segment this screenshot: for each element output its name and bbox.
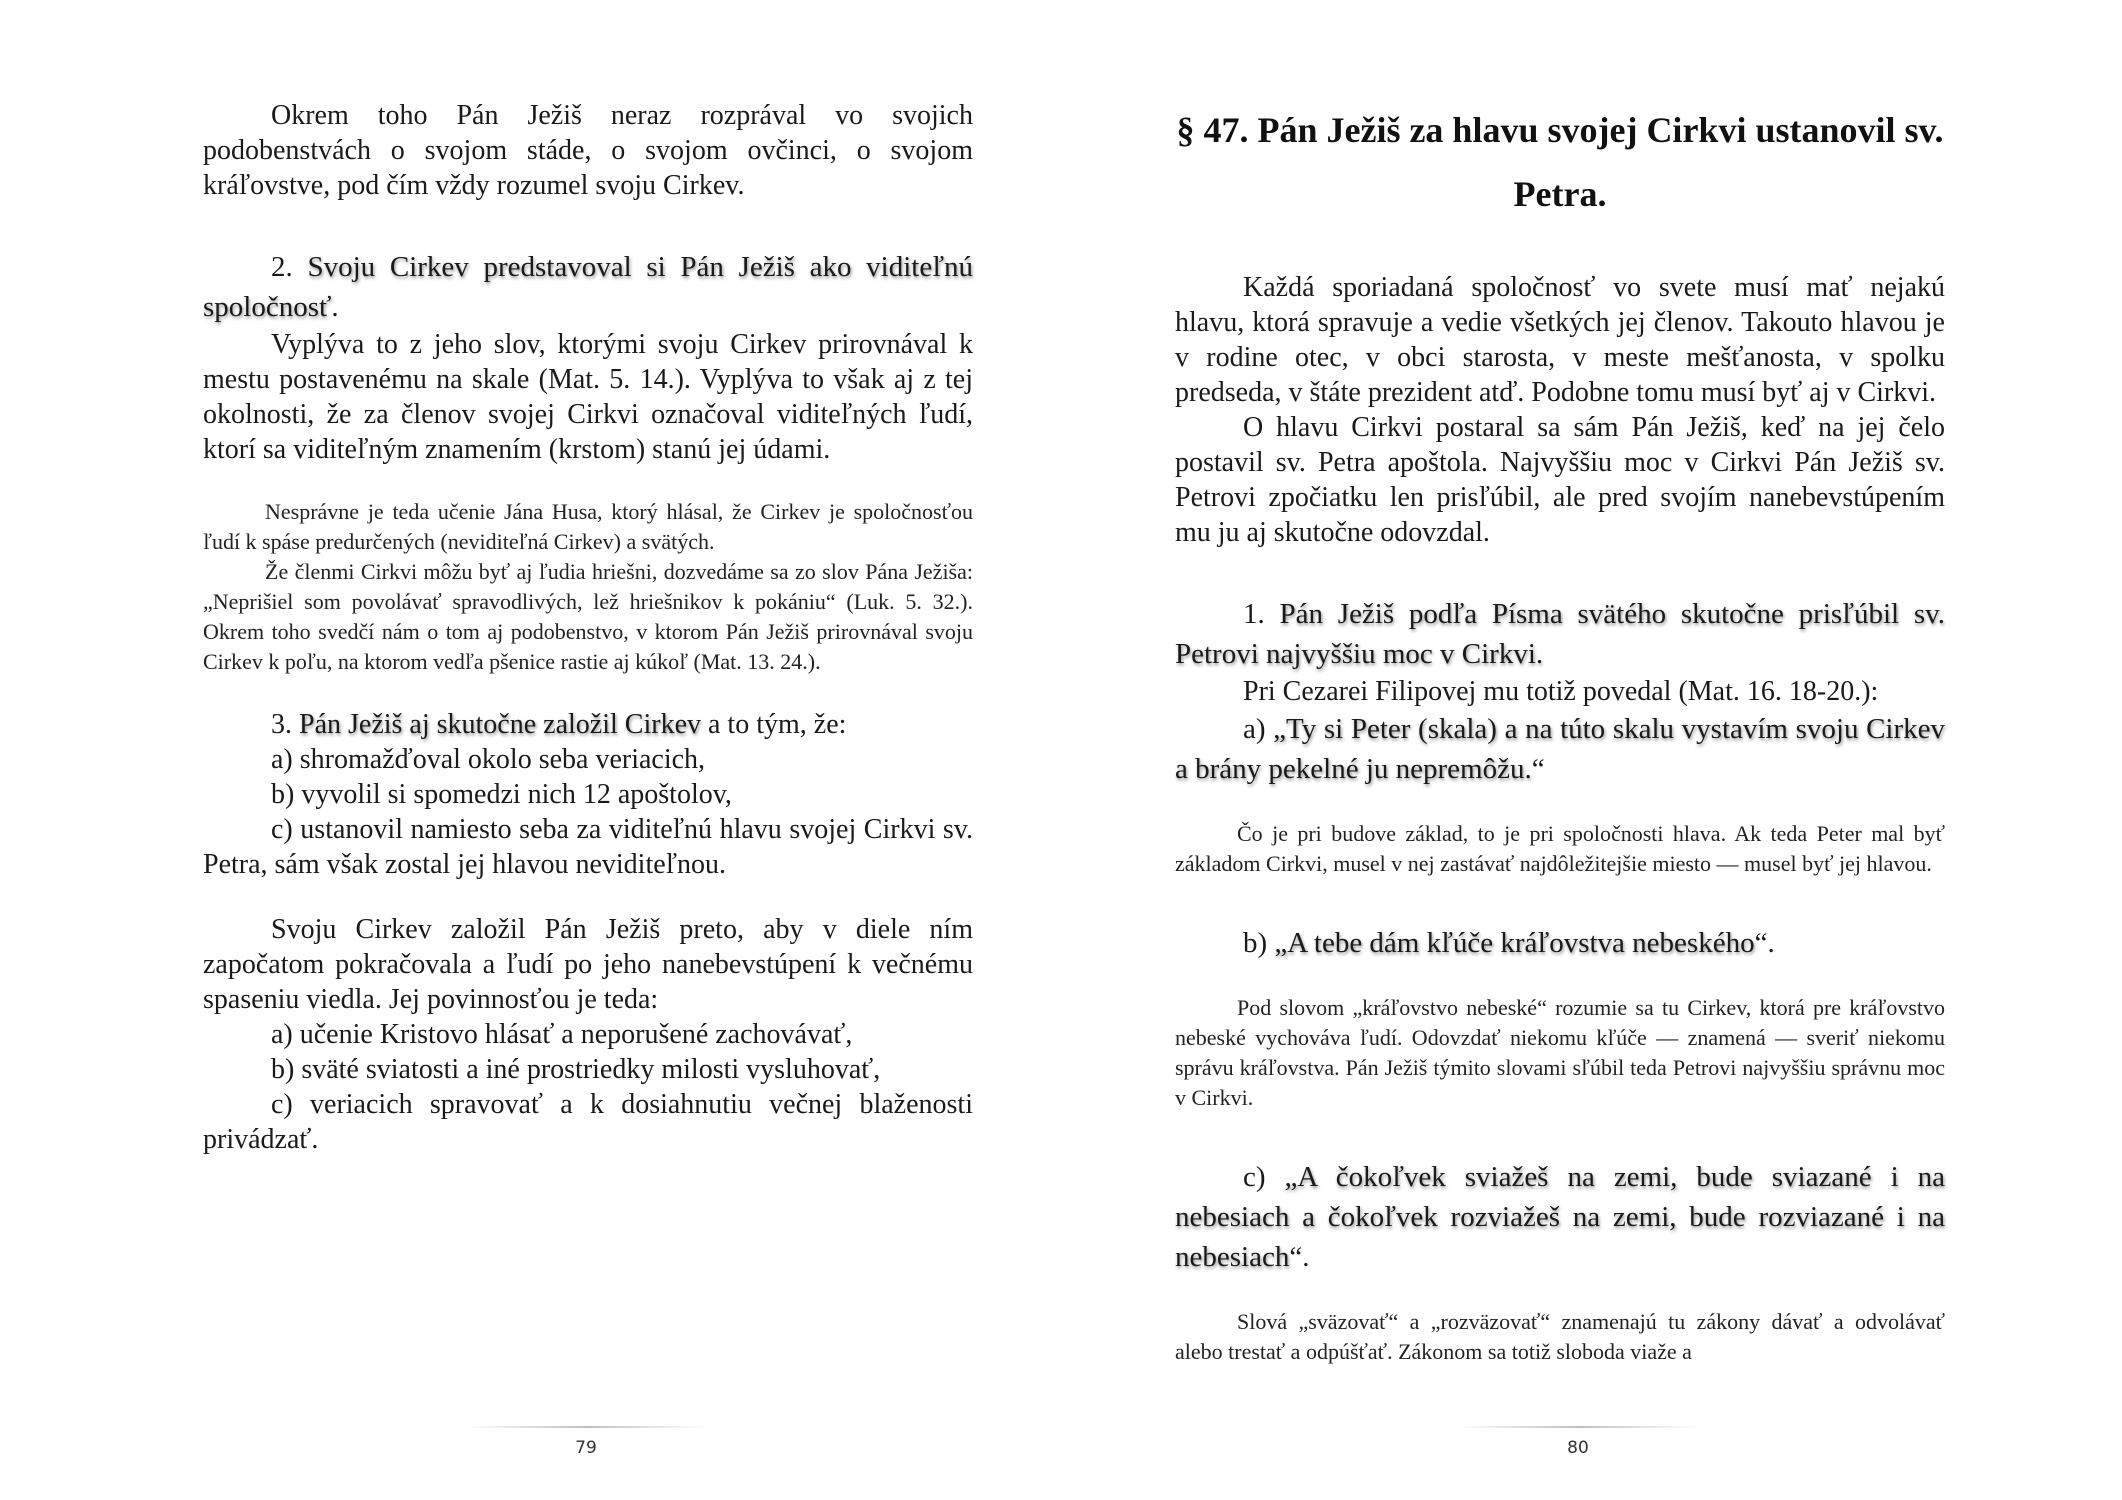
section-point-3: 3. Pán Ježiš aj skutočne založil Cirkev a to tým, že: [271,709,847,740]
quote-b: b) „A tebe dám kľúče kráľovstva nebeského“. [1243,927,1775,959]
highlighted-text: Svoju Cirkev predstavoval si Pán Ježiš ako viditeľnú spoločnosť [203,251,974,323]
list-item: b) sväté sviatosti a iné prostriedky milosti vysluhovať, [271,1054,881,1085]
section-point-1: 1. Pán Ježiš podľa Písma svätého skutočne prisľúbil sv. Petrovi najvyššiu moc v Cirkvi. [1175,598,1945,670]
highlighted-text: Pán Ježiš podľa Písma svätého skutočne prisľúbil sv. Petrovi najvyššiu moc v Cirkvi. [1175,598,1945,670]
section-point-2: 2. Svoju Cirkev predstavoval si Pán Ježiš ako viditeľnú spoločnosť. [203,251,974,323]
list-item: a) učenie Kristovo hlásať a neporušené zachovávať, [271,1019,853,1050]
highlighted-text: „A tebe dám kľúče kráľovstva nebeského [1274,927,1755,959]
list-item: a) shromažďoval okolo seba veriacich, [271,744,706,775]
footer-rule [1458,1426,1698,1428]
right-page [1061,0,2122,1500]
list-item: b) vyvolil si spomedzi nich 12 apoštolov, [271,779,732,810]
page-footer [1458,1426,1698,1458]
quote-c: c) „A čokoľvek sviažeš na zemi, bude sviazané i na nebesiach a čokoľvek rozviažeš na zemi, bude rozviazané i na nebesiach“. [1175,1161,1945,1273]
paragraph: Svoju Cirkev založil Pán Ježiš preto, aby v diele ním započatom pokračovala a ľudí po jeho nanebevstúpení k večnému spaseniu viedla. Jej povinnosťou je teda: [203,914,973,1015]
small-print-note: Čo je pri budove základ, to je pri spoločnosti hlava. Ak teda Peter mal byť základom Cirkvi, musel v nej zastávať najdôležitejšie miesto — musel byť jej hlavou. [1175,821,1945,876]
left-page-text [203,98,973,1157]
small-print-note: Slová „sväzovať“ a „rozväzovať“ znamenajú tu zákony dávať a odvolávať alebo trestať a odpúšťať. Zákonom sa totiž sloboda viaže a [1175,1309,1945,1364]
small-print-note: Pod slovom „kráľovstvo nebeské“ rozumie sa tu Cirkev, ktorá pre kráľovstvo nebeské vychováva ľudí. Odovzdať niekomu kľúče — znamená — sveriť niekomu správu kráľovstva. Pán Ježiš týmito slovami sľúbil teda Petrovi najvyššiu správnu moc v Cirkvi. [1175,995,1945,1110]
small-print-note: Že členmi Cirkvi môžu byť aj ľudia hriešni, dozvedáme sa zo slov Pána Ježiša: „Neprišiel som povolávať spravodlivých, lež hriešnikov k pokániu“ (Luk. 5. 32.). Okrem toho svedčí nám o tom aj podobenstvo, v ktorom Pán Ježiš prirovnával svoju Cirkev k poľu, na ktorom vedľa pšenice rastie aj kúkoľ (Mat. 13. 24.). [203,559,973,674]
page-footer [466,1426,706,1458]
page-number: 80 [1567,1438,1589,1458]
highlighted-text: Pán Ježiš aj skutočne založil Cirkev [299,709,701,740]
paragraph: Každá sporiadaná spoločnosť vo svete musí mať nejakú hlavu, ktorá spravuje a vedie všetkých jej členov. Takouto hlavou je v rodine otec, v obci starosta, v meste mešťanosta, v spolku predseda, v štáte prezident atď. Podobne tomu musí byť aj v Cirkvi. [1175,272,1945,408]
page-number: 79 [575,1438,597,1458]
quote-a: a) „Ty si Peter (skala) a na túto skalu vystavím svoju Cirkev a brány pekelné ju nepremôžu.“ [1175,713,1946,785]
paragraph: O hlavu Cirkvi postaral sa sám Pán Ježiš, keď na jej čelo postavil sv. Petra apoštola. Najvyššiu moc v Cirkvi Pán Ježiš sv. Petrovi zpočiatku len prisľúbil, ale pred svojím nanebevstúpením mu ju aj skutočne odovzdal. [1175,412,1945,548]
highlighted-text: „Ty si Peter (skala) a na túto skalu vystavím svoju Cirkev a brány pekelné ju nepremôžu. [1175,713,1946,785]
paragraph: Okrem toho Pán Ježiš neraz rozprával vo svojich podobenstvách o svojom stáde, o svojom ovčinci, o svojom kráľovstve, pod čím vždy rozumel svoju Cirkev. [203,100,973,201]
section-heading: § 47. Pán Ježiš za hlavu svojej Cirkvi ustanovil sv. Petra. [1176,110,1944,214]
list-item: c) veriacich spravovať a k dosiahnutiu večnej blaženosti privádzať. [203,1089,973,1155]
list-item: c) ustanovil namiesto seba za viditeľnú hlavu svojej Cirkvi sv. Petra, sám však zostal jej hlavou neviditeľnou. [203,814,973,880]
small-print-note: Nesprávne je teda učenie Jána Husa, ktorý hlásal, že Cirkev je spoločnosťou ľudí k spáse predurčených (neviditeľná Cirkev) a svätých. [203,499,973,554]
highlighted-text: „A čokoľvek sviažeš na zemi, bude sviazané i na nebesiach a čokoľvek rozviažeš na zemi, bude rozviazané i na nebesiach [1175,1161,1945,1273]
paragraph: Vyplýva to z jeho slov, ktorými svoju Cirkev prirovnával k mestu postavenému na skale (Mat. 5. 14.). Vyplýva to však aj z tej okolnosti, že za členov svojej Cirkvi označoval viditeľných ľudí, ktorí sa viditeľným znamením (krstom) stanú jej údami. [203,329,973,465]
paragraph: Pri Cezarei Filipovej mu totiž povedal (Mat. 16. 18-20.): [1243,676,1879,707]
footer-rule [466,1426,706,1428]
right-page-text [1175,98,1945,1367]
